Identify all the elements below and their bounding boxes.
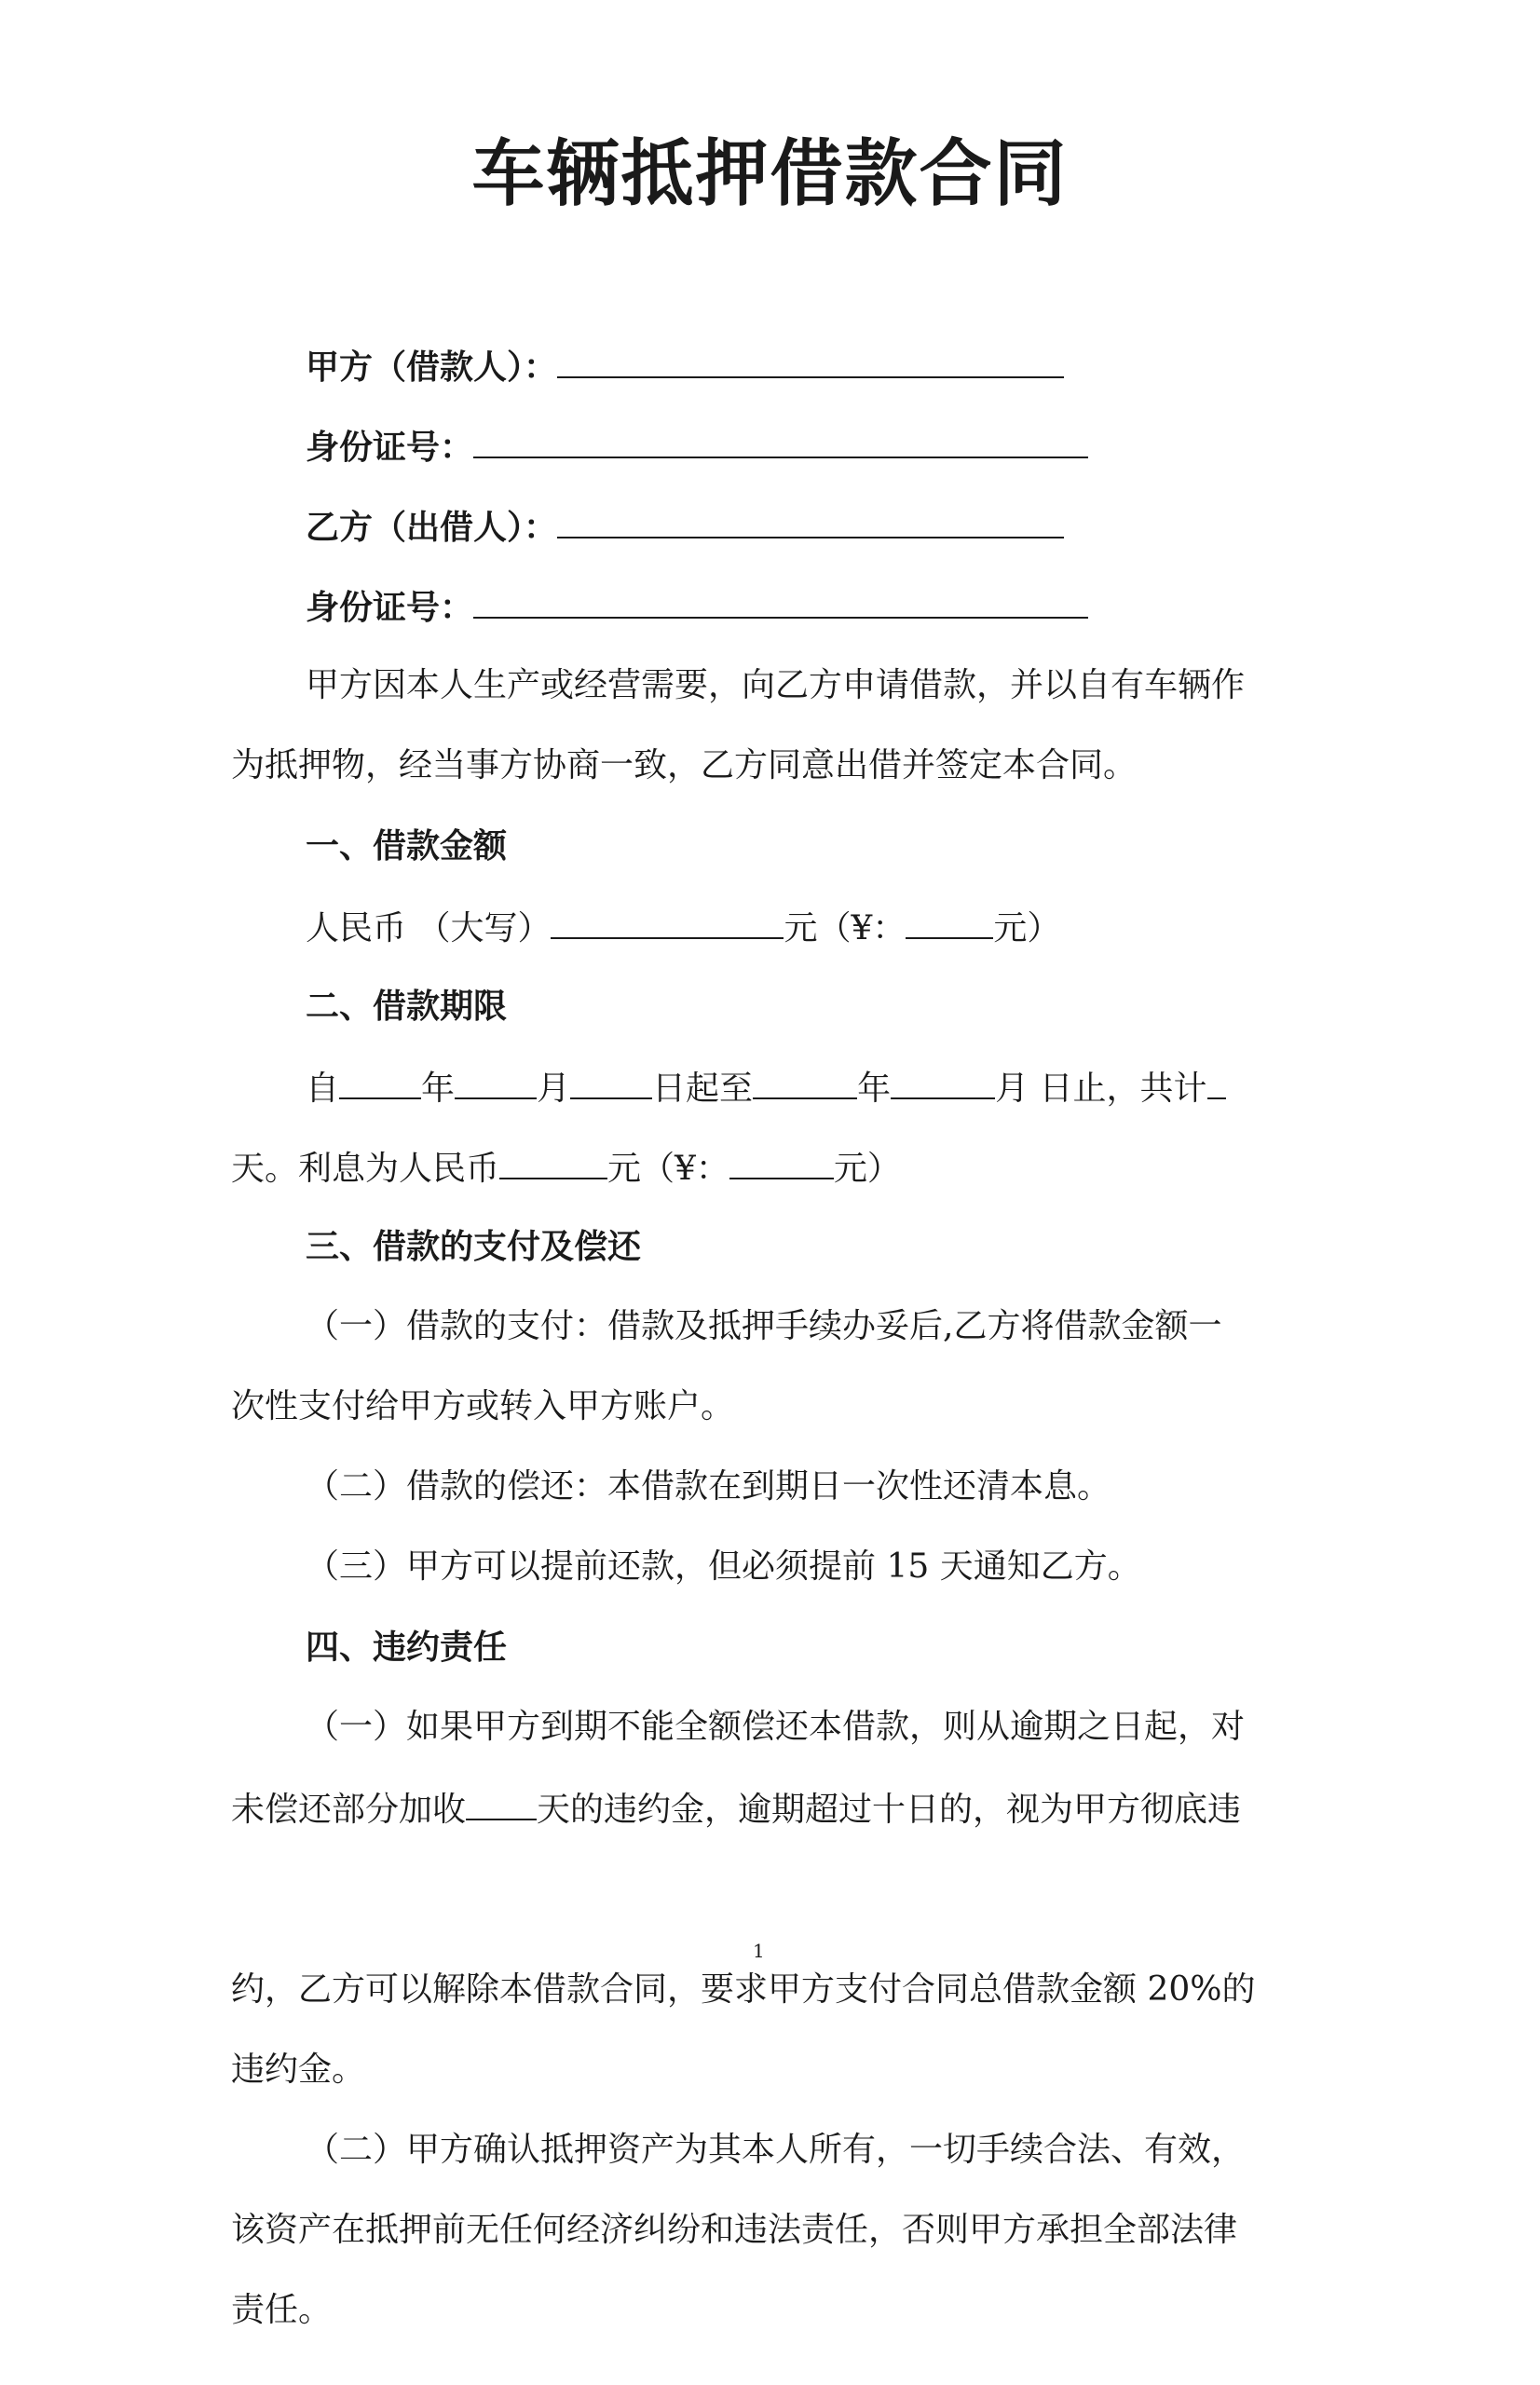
s3-p3: （三）甲方可以提前还款，但必须提前 15 天通知乙方。	[306, 1547, 1141, 1586]
s3-p1-line-2: 次性支付给甲方或转入甲方账户。	[231, 1387, 735, 1425]
penalty-days-blank[interactable]	[466, 1787, 537, 1820]
interest-number-blank[interactable]	[729, 1146, 834, 1179]
interest-label: 天。利息为人民币	[231, 1150, 500, 1188]
term-ri-qi-zhi: 日起至	[652, 1070, 754, 1108]
page-number: 1	[753, 1940, 765, 1962]
id-b-blank[interactable]	[473, 585, 1088, 619]
id-b-label: 身份证号：	[306, 588, 474, 627]
total-days-blank[interactable]	[1207, 1066, 1226, 1099]
document-title: 车辆抵押借款合同	[471, 131, 1069, 216]
s4-p2-line-3: 责任。	[231, 2291, 333, 2329]
party-b-label: 乙方（出借人）：	[306, 508, 558, 547]
start-month-blank[interactable]	[455, 1066, 537, 1099]
party-a-row	[306, 345, 1064, 388]
id-a-label: 身份证号：	[306, 428, 474, 467]
id-a-row	[306, 425, 1088, 468]
amount-number-blank[interactable]	[906, 906, 993, 939]
daxie-label: （大写）	[416, 909, 552, 947]
party-b-blank[interactable]	[557, 505, 1064, 538]
s4-p2-line-1: （二）甲方确认抵押资产为其本人所有，一切手续合法、有效，	[306, 2131, 1246, 2169]
start-year-blank[interactable]	[339, 1066, 421, 1099]
s4-p2-line-2: 该资产在抵押前无任何经济纠纷和违法责任，否则甲方承担全部法律	[231, 2211, 1238, 2249]
section-2-heading: 二、借款期限	[306, 987, 508, 1026]
term-zi: 自	[306, 1070, 340, 1108]
term-yue: 月	[537, 1070, 571, 1108]
term-yue-2: 月	[995, 1070, 1029, 1108]
section-3-heading: 三、借款的支付及偿还	[306, 1227, 642, 1266]
interest-yuan-close: 元）	[833, 1150, 901, 1188]
term-nian: 年	[421, 1070, 456, 1108]
loan-term-row	[306, 1066, 1226, 1110]
end-year-blank[interactable]	[753, 1066, 857, 1099]
term-nian-2: 年	[857, 1070, 892, 1108]
s4-p1-line-4: 违约金。	[231, 2051, 366, 2089]
end-month-blank[interactable]	[891, 1066, 995, 1099]
loan-amount-row	[306, 906, 1060, 949]
id-b-row	[306, 585, 1088, 628]
start-day-blank[interactable]	[570, 1066, 652, 1099]
section-1-heading: 一、借款金额	[306, 826, 508, 865]
party-b-row	[306, 505, 1064, 548]
intro-line-1: 甲方因本人生产或经营需要，向乙方申请借款，并以自有车辆作	[306, 666, 1246, 704]
amount-words-blank[interactable]	[551, 906, 784, 939]
interest-words-blank[interactable]	[499, 1146, 607, 1179]
s3-p1-line-1: （一）借款的支付：借款及抵押手续办妥后,乙方将借款金额一	[306, 1307, 1222, 1345]
interest-yuan-label: 元（¥：	[607, 1150, 729, 1188]
rmb-label: 人民币	[306, 909, 407, 947]
interest-row	[231, 1146, 901, 1190]
s4-p1-line-2a: 未偿还部分加收	[231, 1791, 467, 1829]
s4-p1-line-2b: 天的违约金，逾期超过十日的，视为甲方彻底违	[537, 1791, 1242, 1829]
yuan-label: 元（¥：	[784, 909, 906, 947]
party-a-label: 甲方（借款人）：	[306, 348, 558, 387]
party-a-blank[interactable]	[557, 345, 1064, 378]
s4-p1-line-3: 约，乙方可以解除本借款合同，要求甲方支付合同总借款金额 20%的	[231, 1970, 1256, 2009]
yuan-close-label: 元）	[993, 909, 1061, 947]
s4-p1-line-1: （一）如果甲方到期不能全额偿还本借款，则从逾期之日起，对	[306, 1708, 1246, 1746]
id-a-blank[interactable]	[473, 425, 1088, 458]
intro-line-2: 为抵押物，经当事方协商一致，乙方同意出借并签定本合同。	[231, 746, 1138, 784]
term-ri-zhi-gongji: 日止，共计	[1039, 1070, 1207, 1108]
s3-p2: （二）借款的偿还：本借款在到期日一次性还清本息。	[306, 1467, 1111, 1506]
s4-p1-line-2	[231, 1787, 1241, 1831]
section-4-heading: 四、违约责任	[306, 1628, 508, 1667]
